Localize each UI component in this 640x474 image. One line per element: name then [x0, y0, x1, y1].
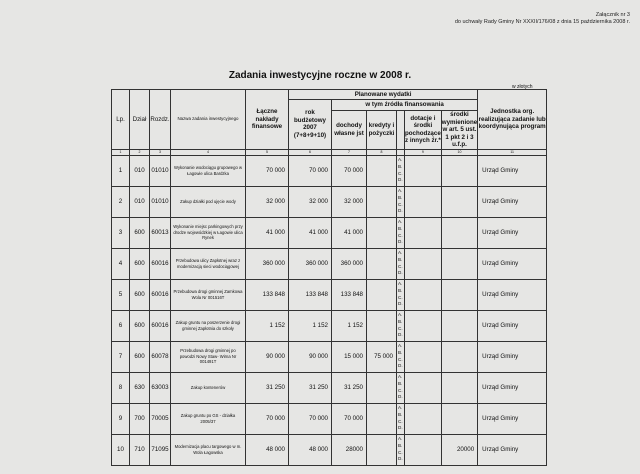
row-budget-year: 70 000 [289, 403, 332, 434]
row-abcd-markers [397, 341, 405, 372]
row-dzial: 600 [130, 248, 150, 279]
row-lp: 6 [112, 310, 130, 341]
table-header [112, 90, 547, 156]
row-grants [405, 248, 442, 279]
row-grants [405, 155, 442, 186]
row-grants [405, 279, 442, 310]
attachment-line-2: do uchwały Rady Gminy Nr XXXII/176/08 z dnia 15 października 2008 r. [454, 19, 630, 25]
row-rozdz: 01010 [150, 155, 171, 186]
row-dzial: 010 [130, 186, 150, 217]
header-planowane: Planowane wydatki [289, 90, 478, 100]
row-abcd-markers [397, 310, 405, 341]
row-total-cost: 48 000 [246, 434, 289, 465]
header-rok: rok budżetowy 2007 (7+8+9+10) [289, 100, 332, 150]
column-number: 5 [246, 149, 289, 155]
header-zrodla: w tym źródła finansowania [332, 100, 478, 111]
row-eu-funds [441, 310, 477, 341]
row-abcd-markers [397, 217, 405, 248]
table-row [112, 372, 547, 403]
row-grants [405, 372, 442, 403]
abcd-marker: A. [398, 156, 403, 162]
abcd-marker: B. [398, 287, 403, 293]
row-total-cost: 41 000 [246, 217, 289, 248]
row-rozdz: 60016 [150, 310, 171, 341]
row-budget-year: 31 250 [289, 372, 332, 403]
header-naklady: Łączne nakłady finansowe [246, 90, 289, 150]
row-total-cost: 31 250 [246, 372, 289, 403]
row-own-income: 41 000 [332, 217, 367, 248]
header-jednostka: Jednostka org. realizująca zadanie lub koordynująca program [478, 90, 547, 150]
abcd-marker: B. [398, 163, 403, 169]
header-dochody: dochody własne jst [332, 111, 367, 150]
abcd-marker: C. [398, 449, 403, 455]
column-number: 7 [332, 149, 367, 155]
table-row [112, 279, 547, 310]
row-eu-funds [441, 248, 477, 279]
page-title: Zadania inwestycyjne roczne w 2008 r. [228, 70, 412, 81]
row-rozdz: 60016 [150, 248, 171, 279]
row-lp: 2 [112, 186, 130, 217]
row-own-income: 133 848 [332, 279, 367, 310]
column-number: 9 [405, 149, 442, 155]
row-dzial: 600 [130, 217, 150, 248]
header-kredyty: kredyty i pożyczki [367, 111, 397, 150]
column-number: 11 [478, 149, 547, 155]
row-task-name: Wykonanie wodociągu grupowego w Łagowie ulica Bardzka [171, 155, 246, 186]
row-rozdz: 70005 [150, 403, 171, 434]
row-task-name: Przebudowa ulicy Zapłotnej wraz z modernizacją sieci wodociągowej [171, 248, 246, 279]
row-grants [405, 310, 442, 341]
row-total-cost: 70 000 [246, 155, 289, 186]
row-credits: 75 000 [367, 341, 397, 372]
abcd-marker: A. [398, 435, 403, 441]
column-number: 2 [130, 149, 150, 155]
header-rozdz: Rozdz. [150, 90, 171, 150]
row-abcd-markers [397, 186, 405, 217]
row-dzial: 600 [130, 310, 150, 341]
row-total-cost: 90 000 [246, 341, 289, 372]
abcd-marker: B. [398, 256, 403, 262]
header-lp: Lp. [112, 90, 130, 150]
abcd-marker: A. [398, 249, 403, 255]
table-row [112, 248, 547, 279]
row-unit: Urząd Gminy [478, 217, 547, 248]
row-total-cost: 360 000 [246, 248, 289, 279]
row-task-name: Zakup gruntu na poszerzenie drogi gminnej Zapłotnia do szkoły [171, 310, 246, 341]
row-unit: Urząd Gminy [478, 341, 547, 372]
row-dzial: 600 [130, 279, 150, 310]
row-own-income: 28000 [332, 434, 367, 465]
row-unit: Urząd Gminy [478, 248, 547, 279]
abcd-marker: B. [398, 225, 403, 231]
abcd-marker: C. [398, 263, 403, 269]
abcd-marker: C. [398, 387, 403, 393]
abcd-marker: A. [398, 218, 403, 224]
row-credits [367, 186, 397, 217]
abcd-marker: D. [398, 177, 403, 183]
row-eu-funds [441, 217, 477, 248]
row-grants [405, 403, 442, 434]
row-own-income: 1 152 [332, 310, 367, 341]
row-lp: 9 [112, 403, 130, 434]
abcd-marker: B. [398, 349, 403, 355]
row-rozdz: 60013 [150, 217, 171, 248]
header-nazwa: Nazwa zadania inwestycyjnego [171, 90, 246, 150]
column-number: 10 [441, 149, 477, 155]
row-dzial: 710 [130, 434, 150, 465]
row-abcd-markers [397, 155, 405, 186]
row-own-income: 31 250 [332, 372, 367, 403]
abcd-marker: D. [398, 456, 403, 462]
header-dotacje: dotacje i środki pochodzące z innych źr.* [405, 111, 442, 150]
row-eu-funds [441, 155, 477, 186]
abcd-marker: D. [398, 270, 403, 276]
row-total-cost: 133 848 [246, 279, 289, 310]
row-total-cost: 70 000 [246, 403, 289, 434]
row-own-income: 360 000 [332, 248, 367, 279]
unit-note: w złotych [512, 84, 533, 90]
row-unit: Urząd Gminy [478, 155, 547, 186]
row-credits [367, 372, 397, 403]
row-budget-year: 41 000 [289, 217, 332, 248]
column-number: 4 [171, 149, 246, 155]
row-credits [367, 217, 397, 248]
abcd-marker: C. [398, 170, 403, 176]
abcd-marker: C. [398, 418, 403, 424]
row-grants [405, 217, 442, 248]
row-eu-funds [441, 186, 477, 217]
row-dzial: 010 [130, 155, 150, 186]
table-row [112, 403, 547, 434]
row-task-name: Zakup działki pod ujęcie wody [171, 186, 246, 217]
row-abcd-markers [397, 403, 405, 434]
row-total-cost: 1 152 [246, 310, 289, 341]
abcd-marker: C. [398, 294, 403, 300]
investment-table [111, 89, 547, 466]
abcd-marker: A. [398, 373, 403, 379]
row-abcd-markers [397, 279, 405, 310]
row-own-income: 32 000 [332, 186, 367, 217]
row-eu-funds [441, 403, 477, 434]
row-task-name: Zakup kontenerów [171, 372, 246, 403]
abcd-marker: D. [398, 208, 403, 214]
row-unit: Urząd Gminy [478, 279, 547, 310]
abcd-marker: C. [398, 325, 403, 331]
abcd-marker: B. [398, 442, 403, 448]
table-row [112, 434, 547, 465]
row-grants [405, 186, 442, 217]
abcd-marker: A. [398, 280, 403, 286]
row-budget-year: 90 000 [289, 341, 332, 372]
row-budget-year: 70 000 [289, 155, 332, 186]
row-rozdz: 60078 [150, 341, 171, 372]
row-grants [405, 341, 442, 372]
row-budget-year: 48 000 [289, 434, 332, 465]
row-own-income: 70 000 [332, 155, 367, 186]
abcd-marker: A. [398, 311, 403, 317]
row-unit: Urząd Gminy [478, 403, 547, 434]
row-budget-year: 133 848 [289, 279, 332, 310]
row-abcd-markers [397, 248, 405, 279]
row-credits [367, 279, 397, 310]
row-credits [367, 248, 397, 279]
row-eu-funds: 20000 [441, 434, 477, 465]
row-lp: 4 [112, 248, 130, 279]
abcd-marker: A. [398, 187, 403, 193]
abcd-marker: B. [398, 194, 403, 200]
row-task-name: Wykonanie miejsc parkingowych przy drodze wojewódzkiej w Łagowie ulica Rynek [171, 217, 246, 248]
row-task-name: Przebudowa drogi gminnej Zamkowa Wola Nr 001516T [171, 279, 246, 310]
table-row [112, 310, 547, 341]
abcd-marker: B. [398, 380, 403, 386]
row-budget-year: 360 000 [289, 248, 332, 279]
header-abcd-spacer [397, 111, 405, 150]
row-grants [405, 434, 442, 465]
abcd-marker: D. [398, 301, 403, 307]
table-row [112, 217, 547, 248]
table-row [112, 155, 547, 186]
row-dzial: 600 [130, 341, 150, 372]
abcd-marker: A. [398, 342, 403, 348]
abcd-marker: A. [398, 404, 403, 410]
row-task-name: Zakup gruntu po GS - działka 2005/37 [171, 403, 246, 434]
row-credits [367, 434, 397, 465]
row-abcd-markers [397, 434, 405, 465]
row-dzial: 700 [130, 403, 150, 434]
abcd-marker: C. [398, 232, 403, 238]
row-own-income: 15 000 [332, 341, 367, 372]
table-body [112, 155, 547, 465]
row-credits [367, 310, 397, 341]
column-number: 8 [367, 149, 397, 155]
table-row [112, 186, 547, 217]
row-unit: Urząd Gminy [478, 186, 547, 217]
abcd-marker: C. [398, 201, 403, 207]
row-lp: 10 [112, 434, 130, 465]
row-budget-year: 1 152 [289, 310, 332, 341]
row-task-name: Przebudowa drogi gminnej po powodzi Nowy Staw- Wirna Nr 001491T [171, 341, 246, 372]
abcd-marker: D. [398, 239, 403, 245]
row-unit: Urząd Gminy [478, 310, 547, 341]
header-dzial: Dział [130, 90, 150, 150]
row-eu-funds [441, 372, 477, 403]
row-eu-funds [441, 341, 477, 372]
column-number: 6 [289, 149, 332, 155]
abcd-marker: C. [398, 356, 403, 362]
row-rozdz: 63003 [150, 372, 171, 403]
row-lp: 5 [112, 279, 130, 310]
row-rozdz: 01010 [150, 186, 171, 217]
abcd-marker: D. [398, 363, 403, 369]
row-eu-funds [441, 279, 477, 310]
row-credits [367, 155, 397, 186]
column-number: 1 [112, 149, 130, 155]
row-unit: Urząd Gminy [478, 372, 547, 403]
table-row [112, 341, 547, 372]
row-total-cost: 32 000 [246, 186, 289, 217]
row-unit: Urząd Gminy [478, 434, 547, 465]
row-budget-year: 32 000 [289, 186, 332, 217]
row-dzial: 630 [130, 372, 150, 403]
attachment-line-1: Załącznik nr 3 [595, 12, 630, 18]
abcd-marker: B. [398, 318, 403, 324]
row-lp: 1 [112, 155, 130, 186]
abcd-marker: D. [398, 394, 403, 400]
header-srodki: środki wymienione w art. 5 ust. 1 pkt 2 i 3 u.f.p. [441, 111, 478, 148]
row-lp: 3 [112, 217, 130, 248]
row-abcd-markers [397, 372, 405, 403]
row-lp: 7 [112, 341, 130, 372]
row-rozdz: 71095 [150, 434, 171, 465]
column-number: 3 [150, 149, 171, 155]
abcd-marker: B. [398, 411, 403, 417]
row-task-name: Modernizacja placu targowego w m. Wola Łagowska [171, 434, 246, 465]
abcd-marker: D. [398, 332, 403, 338]
row-credits [367, 403, 397, 434]
attachment-note [455, 12, 630, 26]
abcd-marker: D. [398, 425, 403, 431]
row-rozdz: 60016 [150, 279, 171, 310]
row-lp: 8 [112, 372, 130, 403]
row-own-income: 70 000 [332, 403, 367, 434]
